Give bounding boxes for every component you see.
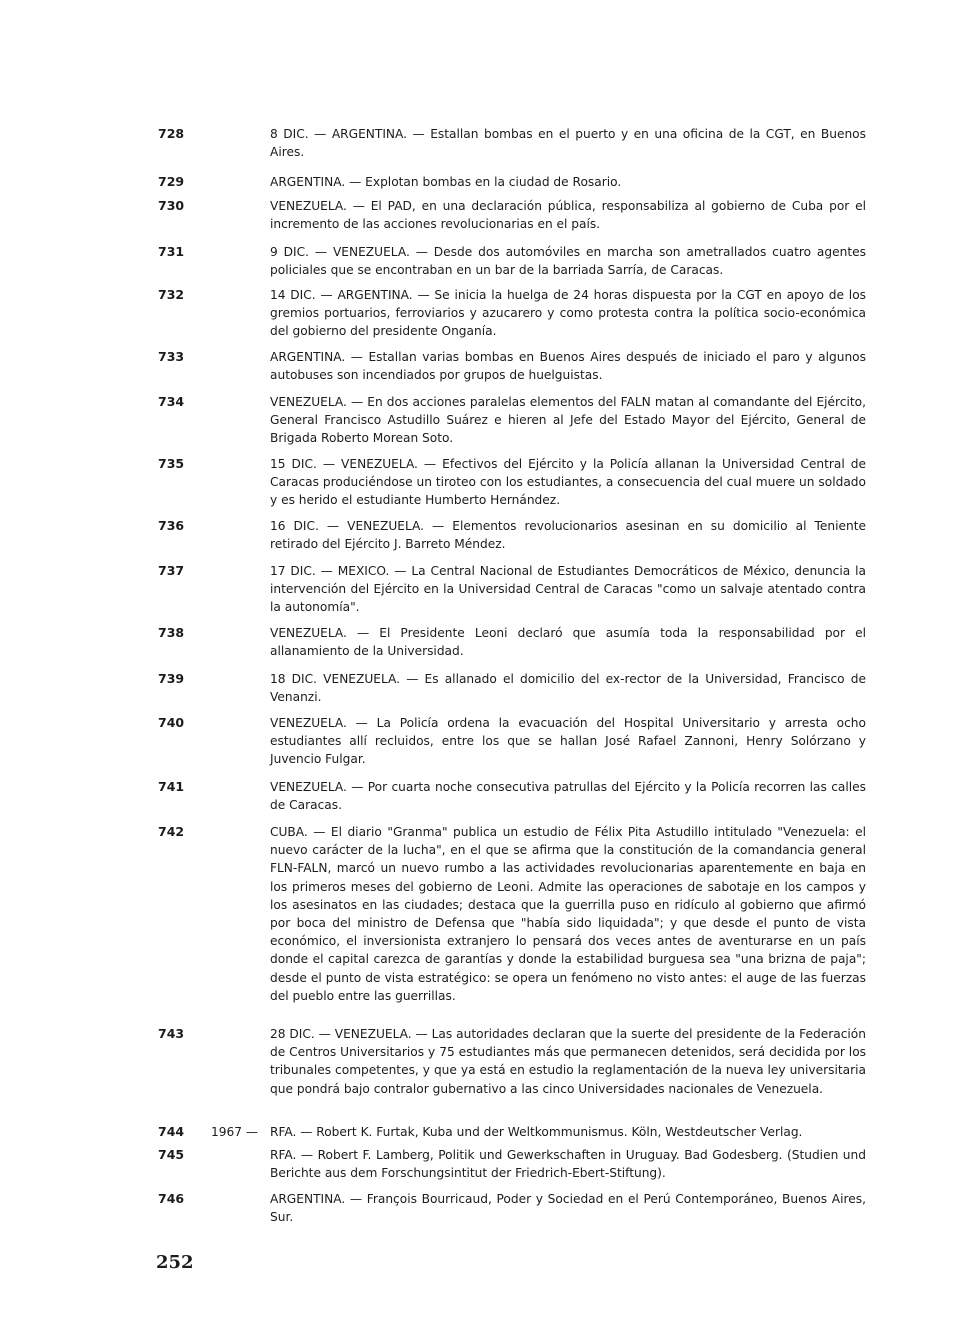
entry-number: 740 xyxy=(158,715,185,730)
entry-text: VENEZUELA. — El PAD, en una declaración pública, responsabiliza al gobierno de Cuba por el incremento de las acciones revolucionarias en el país. xyxy=(270,199,866,232)
entry-number: 730 xyxy=(158,198,185,213)
entry-text: ARGENTINA. — Explotan bombas en la ciudad de Rosario. xyxy=(270,175,622,189)
entry-text: 14 DIC. — ARGENTINA. — Se inicia la huelga de 24 horas dispuesta por la CGT en apoyo de los gremios portuarios, ferroviarios y azucarero y como protesta contra la política socio-económica del gobierno del presidente Onganía. xyxy=(270,288,866,339)
entry-number: 746 xyxy=(158,1191,185,1206)
entry-text: VENEZUELA. — El Presidente Leoni declaró que asumía toda la responsabilidad por el allanamiento de la Universidad. xyxy=(270,626,866,659)
entry-text: 15 DIC. — VENEZUELA. — Efectivos del Ejército y la Policía allanan la Universidad Central de Caracas produciéndose un tiroteo con los estudiantes, a consecuencia del cual muere un soldado y es herido el estudiante Humberto Hernández. xyxy=(270,457,866,508)
entry-text: ARGENTINA. — François Bourricaud, Poder y Sociedad en el Perú Contemporáneo, Buenos Aires, Sur. xyxy=(270,1192,866,1225)
entry-number: 744 xyxy=(158,1124,185,1139)
entry-number: 735 xyxy=(158,456,185,471)
entry-number: 734 xyxy=(158,394,185,409)
entry-text: CUBA. — El diario "Granma" publica un estudio de Félix Pita Astudillo intitulado "Venezuela: el nuevo carácter de la lucha", en el que se afirma que la constitución de la comandancia general FLN-FALN, marcó un nuevo rumbo a las actividades revolucionarias aparentemente en baja en los primeros meses del gobierno de Leoni. Admite las operaciones de sabotaje en los campos y los asesinatos en las ciudades; destaca que la guerrilla puso en ridículo al gobierno que afirmó por boca del ministro de Defensa que "había sido liquidada"; y que desde el punto de vista económico, el inversionista extranjero lo pensará dos veces antes de aventurarse en un país donde el capital carezca de garantías y donde la estabilidad burguesa sea "una brizna de paja"; desde el punto de vista estratégico: se opera un fenómeno no visto antes: el auge de las fuerzas del pueblo entre las guerrillas. xyxy=(270,825,866,1003)
entry-text: 16 DIC. — VENEZUELA. — Elementos revolucionarios asesinan en su domicilio al Teniente retirado del Ejército J. Barreto Méndez. xyxy=(270,519,866,552)
entry-number: 736 xyxy=(158,518,185,533)
entry-number: 745 xyxy=(158,1147,185,1162)
entry-number: 731 xyxy=(158,244,185,259)
entry-text: 18 DIC. VENEZUELA. — Es allanado el domicilio del ex-rector de la Universidad, Francisco de Venanzi. xyxy=(270,672,866,705)
entry-text: 9 DIC. — VENEZUELA. — Desde dos automóviles en marcha son ametrallados cuatro agentes policiales que se encontraban en un bar de la barriada Sarría, de Caracas. xyxy=(270,245,866,278)
entry-text: 17 DIC. — MEXICO. — La Central Nacional de Estudiantes Democráticos de México, denuncia la intervención del Ejército en la Universidad Central de Caracas "como un salvaje atentado contra la autonomía". xyxy=(270,564,866,615)
entry-number: 741 xyxy=(158,779,185,794)
entry-number: 729 xyxy=(158,174,185,189)
entry-number: 732 xyxy=(158,287,185,302)
entry-number: 742 xyxy=(158,824,185,839)
entry-text: RFA. — Robert K. Furtak, Kuba und der Weltkommunismus. Köln, Westdeutscher Verlag. xyxy=(270,1125,803,1139)
entry-text: ARGENTINA. — Estallan varias bombas en Buenos Aires después de iniciado el paro y algunos autobuses son incendiados por grupos de huelguistas. xyxy=(270,350,866,383)
entry-text: 28 DIC. — VENEZUELA. — Las autoridades declaran que la suerte del presidente de la Federación de Centros Universitarios y 75 estudiantes más que permanecen detenidos, será decidida por los tribunales competentes, y que ya está en estudio la reglamentación de la nueva ley universitaria que pondrá bajo contralor gubernativo a las cinco Universidades nacionales de Venezuela. xyxy=(270,1027,866,1096)
entry-year: 1967 — xyxy=(211,1125,259,1139)
entry-number: 743 xyxy=(158,1026,185,1041)
entry-number: 739 xyxy=(158,671,185,686)
entry-text: VENEZUELA. — La Policía ordena la evacuación del Hospital Universitario y arresta ocho estudiantes allí recluidos, entre los que se hallan José Rafael Zannoni, Henry Solórzano y Juvencio Fulgar. xyxy=(270,716,866,767)
entry-number: 728 xyxy=(158,126,185,141)
entry-number: 733 xyxy=(158,349,185,364)
entry-text: VENEZUELA. — En dos acciones paralelas elementos del FALN matan al comandante del Ejército, General Francisco Astudillo Suárez e hieren al Jefe del Estado Mayor del Ejército, General de Brigada Roberto Morean Soto. xyxy=(270,395,866,446)
entry-text: 8 DIC. — ARGENTINA. — Estallan bombas en el puerto y en una oficina de la CGT, en Buenos Aires. xyxy=(270,127,866,160)
entry-number: 738 xyxy=(158,625,185,640)
entry-number: 737 xyxy=(158,563,185,578)
page-number: 252 xyxy=(156,1252,194,1273)
entry-text: RFA. — Robert F. Lamberg, Politik und Gewerkschaften in Uruguay. Bad Godesberg. (Studien und Berichte aus dem Forschungsintitut der Friedrich-Ebert-Stiftung). xyxy=(270,1148,866,1181)
entry-text: VENEZUELA. — Por cuarta noche consecutiva patrullas del Ejército y la Policía recorren las calles de Caracas. xyxy=(270,780,866,813)
